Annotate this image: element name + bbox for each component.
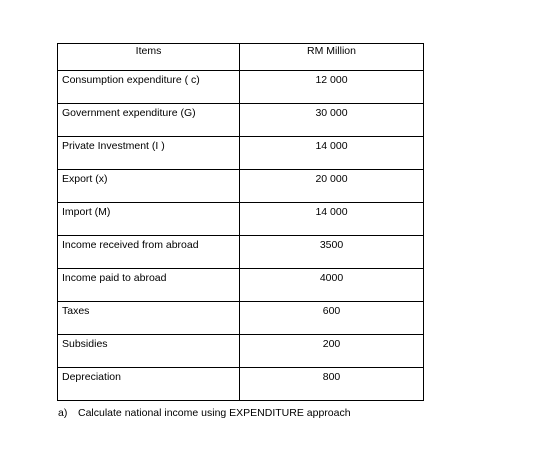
- table-row: [58, 170, 424, 203]
- table-header-row: [58, 44, 424, 71]
- question-text: Calculate national income using EXPENDITURE approach: [78, 407, 351, 419]
- table-row: [58, 335, 424, 368]
- table-row: [58, 203, 424, 236]
- table-row: [58, 236, 424, 269]
- item-cell: Subsidies: [58, 335, 240, 368]
- item-cell: Government expenditure (G): [58, 104, 240, 137]
- item-cell: Income paid to abroad: [58, 269, 240, 302]
- header-rm-million: RM Million: [240, 44, 424, 71]
- item-cell: Consumption expenditure ( c): [58, 71, 240, 104]
- table-row: [58, 137, 424, 170]
- question-label: a): [58, 407, 68, 419]
- value-cell: 200: [240, 335, 424, 368]
- item-cell: Depreciation: [58, 368, 240, 401]
- item-cell: Private Investment (I ): [58, 137, 240, 170]
- table-row: [58, 71, 424, 104]
- table-row: [58, 302, 424, 335]
- header-items: Items: [58, 44, 240, 71]
- table-row: [58, 104, 424, 137]
- national-income-table: [57, 43, 424, 401]
- value-cell: 4000: [240, 269, 424, 302]
- item-cell: Taxes: [58, 302, 240, 335]
- value-cell: 20 000: [240, 170, 424, 203]
- value-cell: 12 000: [240, 71, 424, 104]
- table-row: [58, 269, 424, 302]
- value-cell: 14 000: [240, 137, 424, 170]
- item-cell: Export (x): [58, 170, 240, 203]
- value-cell: 600: [240, 302, 424, 335]
- value-cell: 14 000: [240, 203, 424, 236]
- value-cell: 800: [240, 368, 424, 401]
- item-cell: Import (M): [58, 203, 240, 236]
- table-row: [58, 368, 424, 401]
- value-cell: 30 000: [240, 104, 424, 137]
- value-cell: 3500: [240, 236, 424, 269]
- question-a: [58, 407, 351, 420]
- item-cell: Income received from abroad: [58, 236, 240, 269]
